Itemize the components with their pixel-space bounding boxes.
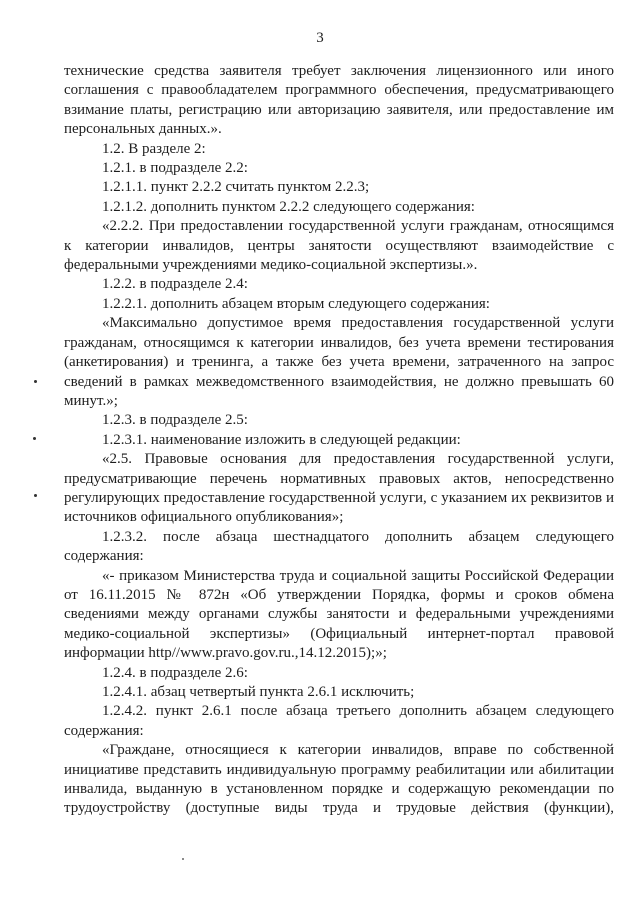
scan-speck	[34, 380, 37, 383]
paragraph-continuation: технические средства заявителя требует заключения лицензионного или иного соглашения с правообладателем программного обеспечения, предусматривающего взимание платы, регистрацию или авторизацию заявителя, или предоставление им персональных данных.».	[64, 63, 614, 138]
paragraph-item-1-2-3-2: 1.2.3.2. после абзаца шестнадцатого дополнить абзацем следующего содержания:	[64, 528, 614, 565]
paragraph-section-2: 1.2. В разделе 2:	[102, 140, 206, 157]
paragraph-subsection-2-6: 1.2.4. в подразделе 2.6:	[102, 664, 248, 681]
paragraph-quote-2-2-2: «2.2.2. При предоставлении государственной услуги гражданам, относящимся к категории инвалидов, центры занятости осуществляют взаимодействие с федеральными учреждениями медико-социальной экспертизы.».	[64, 218, 614, 274]
scan-speck	[33, 437, 36, 440]
page-number: 3	[316, 30, 324, 46]
paragraph-subsection-2-5: 1.2.3. в подразделе 2.5:	[102, 412, 248, 429]
scan-speck	[182, 858, 184, 860]
paragraph-item-1-2-1-2: 1.2.1.2. дополнить пунктом 2.2.2 следующего содержания:	[102, 198, 475, 215]
paragraph-subsection-2-4: 1.2.2. в подразделе 2.4:	[102, 276, 248, 293]
paragraph-item-1-2-3-1: 1.2.3.1. наименование изложить в следующей редакции:	[102, 431, 461, 448]
paragraph-quote-order: «- приказом Министерства труда и социальной защиты Российской Федерации от 16.11.2015 № 872н «Об утверждении Порядка, формы и сроков обмена сведениями между органами службы занятости и федеральными учреждениями медико-социальной экспертизы» (Официальный интернет-портал правовой информации http//www.pravo.gov.ru.,14.12.2015);»;	[64, 567, 614, 662]
paragraph-item-1-2-4-1: 1.2.4.1. абзац четвертый пункта 2.6.1 исключить;	[102, 684, 415, 700]
document-body	[64, 62, 614, 819]
paragraph-item-1-2-1-1: 1.2.1.1. пункт 2.2.2 считать пунктом 2.2.3;	[102, 179, 370, 196]
paragraph-subsection-2-2: 1.2.1. в подразделе 2.2:	[102, 160, 248, 177]
paragraph-item-1-2-4-2: 1.2.4.2. пункт 2.6.1 после абзаца третьего дополнить абзацем следующего содержания:	[64, 703, 614, 739]
paragraph-quote-citizens: «Граждане, относящиеся к категории инвалидов, вправе по собственной инициативе представить индивидуальную программу реабилитации или абилитации инвалида, выданную в установленном порядке и содержащую рекомендации по трудоустройству (доступные виды труда и трудовые действия (функции),	[64, 742, 614, 817]
paragraph-quote-max-time: «Максимально допустимое время предоставления государственной услуги гражданам, относящимся к категории инвалидов, без учета времени тестирования (анкетирования) и тренинга, а также без учета времени, затраченного на запрос сведений в рамках межведомственного взаимодействия, не должно превышать 60 минут.»;	[64, 315, 614, 409]
scan-speck	[34, 494, 37, 497]
paragraph-item-1-2-2-1: 1.2.2.1. дополнить абзацем вторым следующего содержания:	[102, 295, 490, 312]
paragraph-quote-2-5: «2.5. Правовые основания для предоставления государственной услуги, предусматривающие перечень нормативных правовых актов, непосредственно регулирующих предоставление государственной услуги, с указанием их реквизитов и источников официального опубликования»;	[64, 451, 614, 526]
